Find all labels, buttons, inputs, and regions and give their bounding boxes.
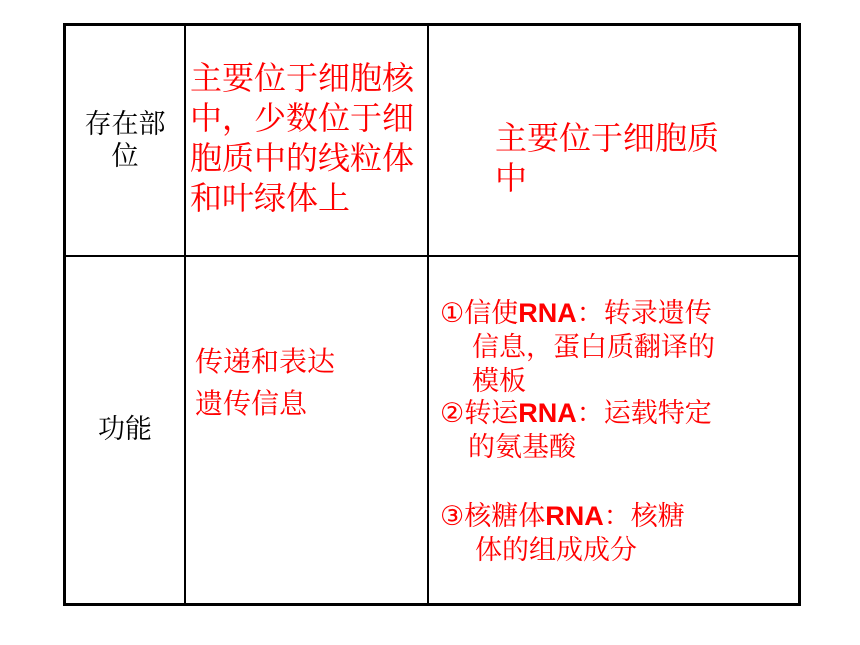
location-label-cell [66, 26, 184, 255]
text-line: 中，少数位于细 [190, 99, 415, 137]
rna-abbreviation: RNA [545, 501, 604, 531]
item-description-line: 的氨基酸 [468, 432, 576, 463]
function-label-cell [66, 257, 184, 603]
item-heading-line [440, 499, 685, 534]
location-col2-text [190, 58, 414, 218]
location-label-line: 存在部 [84, 108, 166, 140]
location-col3-cell [429, 26, 798, 255]
text-line: 主要位于细胞核 [190, 59, 415, 97]
text-line: 和叶绿体上 [190, 179, 351, 217]
text-line: 主要位于细胞质 [495, 119, 720, 157]
rna-abbreviation: RNA [518, 398, 577, 428]
text-line: 中 [495, 159, 528, 197]
location-label-line: 位 [111, 140, 139, 172]
item-prefix: ②转运 [440, 398, 519, 429]
location-col3-text [495, 118, 719, 198]
item-description-start: ：运载特定 [576, 398, 712, 429]
rna-type-item [440, 296, 715, 399]
text-line: 传递和表达 [195, 345, 336, 378]
item-description-start: ：转录遗传 [576, 298, 712, 329]
function-col3-cell [429, 257, 798, 603]
text-line: 胞质中的线粒体 [190, 139, 415, 177]
rna-abbreviation: RNA [518, 298, 577, 328]
rna-type-item [440, 396, 712, 465]
item-description-start: ：核糖 [603, 501, 685, 532]
item-prefix: ③核糖体 [440, 501, 546, 532]
function-col2-text [195, 341, 335, 425]
item-description-line: 体的组成成分 [475, 535, 637, 566]
rna-type-item [440, 499, 685, 568]
item-description-line: 信息，蛋白质翻译的 [472, 332, 715, 363]
text-line: 遗传信息 [195, 387, 308, 420]
function-label-line: 功能 [98, 414, 152, 445]
item-prefix: ①信使 [440, 298, 519, 329]
item-heading-line [440, 396, 712, 431]
location-col2-cell [186, 26, 427, 255]
item-description-line: 模板 [472, 366, 526, 397]
item-heading-line [440, 296, 715, 331]
function-col2-cell [186, 257, 427, 603]
